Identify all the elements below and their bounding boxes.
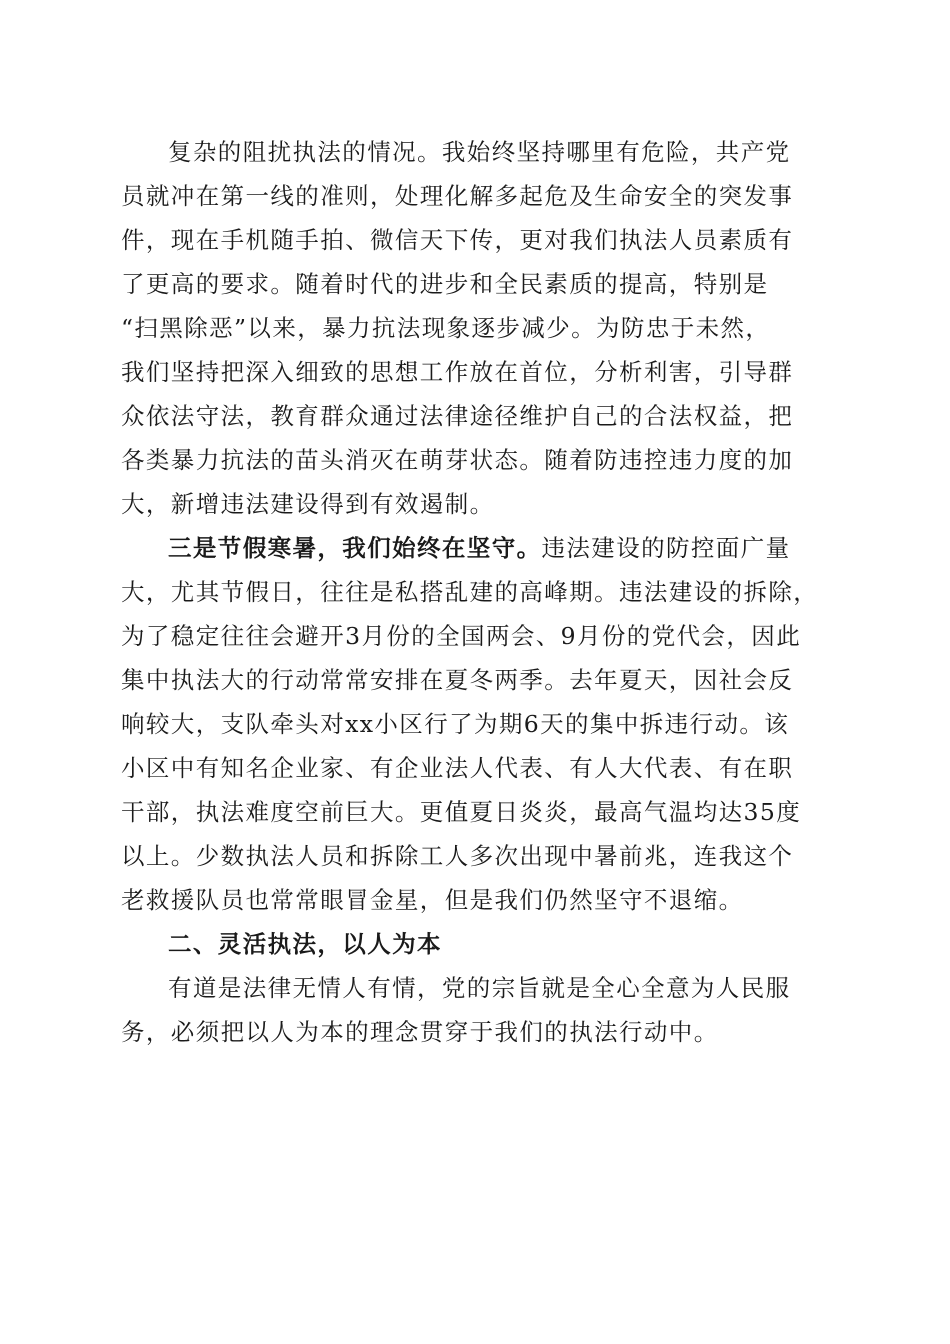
paragraph-3-line-2: 务，必须把以人为本的理念贯穿于我们的执法行动中。	[121, 1018, 719, 1046]
paragraph-1-line-6: 我们坚持把深入细致的思想工作放在首位，分析利害，引导群	[121, 358, 794, 386]
paragraph-2-lead-rest: 违法建设的防控面广量	[541, 534, 791, 562]
paragraph-2-line-2: 大，尤其节假日，往往是私搭乱建的高峰期。违法建设的拆除，	[121, 578, 819, 606]
paragraph-1-line-5: “扫黑除恶”以来，暴力抗法现象逐步减少。为防忠于未然，	[121, 314, 771, 342]
paragraph-2-line-7: 干部，执法难度空前巨大。更值夏日炎炎，最高气温均达35度	[121, 798, 802, 826]
section-heading: 二、灵活执法，以人为本	[168, 930, 442, 958]
paragraph-1-line-2: 员就冲在第一线的准则，处理化解多起危及生命安全的突发事	[121, 182, 794, 210]
paragraph-1-line-8: 各类暴力抗法的苗头消灭在萌芽状态。随着防违控违力度的加	[121, 446, 794, 474]
paragraph-1-line-1: 复杂的阻扰执法的情况。我始终坚持哪里有危险，共产党	[168, 138, 791, 166]
paragraph-2-line-5: 响较大，支队牵头对xx小区行了为期6天的集中拆违行动。该	[121, 710, 790, 738]
paragraph-2-line-1	[168, 534, 791, 562]
paragraph-2-line-4: 集中执法大的行动常常安排在夏冬两季。去年夏天，因社会反	[121, 666, 794, 694]
paragraph-3-line-1: 有道是法律无情人有情，党的宗旨就是全心全意为人民服	[168, 974, 791, 1002]
paragraph-1-line-7: 众依法守法，教育群众通过法律途径维护自己的合法权益，把	[121, 402, 794, 430]
paragraph-2-line-6: 小区中有知名企业家、有企业法人代表、有人大代表、有在职	[121, 754, 794, 782]
paragraph-2-line-3: 为了稳定往往会避开3月份的全国两会、9月份的党代会，因此	[121, 622, 802, 650]
paragraph-2-lead: 三是节假寒暑，我们始终在坚守。	[168, 534, 542, 562]
paragraph-2-line-9: 老救援队员也常常眼冒金星，但是我们仍然坚守不退缩。	[121, 886, 744, 914]
paragraph-1-line-9: 大，新增违法建设得到有效遏制。	[121, 490, 495, 518]
paragraph-1-line-4: 了更高的要求。随着时代的进步和全民素质的提高，特别是	[121, 270, 769, 298]
paragraph-1-line-3: 件，现在手机随手拍、微信天下传，更对我们执法人员素质有	[121, 226, 794, 254]
paragraph-2-line-8: 以上。少数执法人员和拆除工人多次出现中暑前兆，连我这个	[121, 842, 794, 870]
